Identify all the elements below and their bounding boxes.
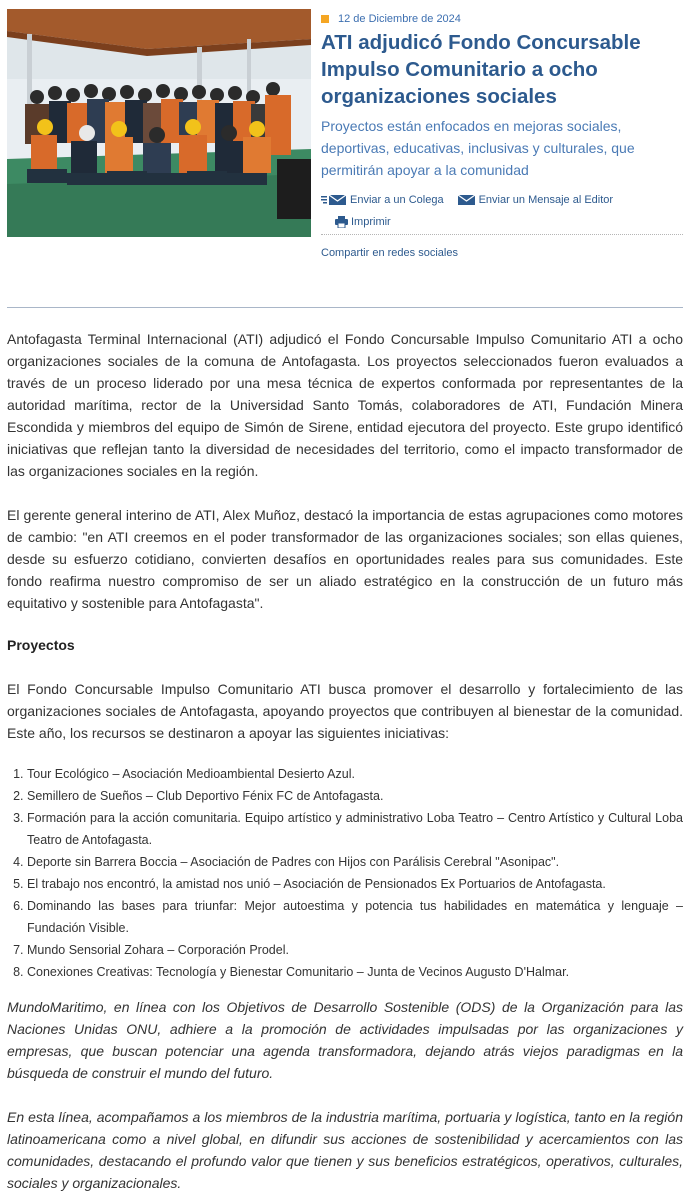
send-colleague-label: Enviar a un Colega (350, 194, 444, 206)
body-paragraph-4: MundoMaritimo, en línea con los Objetivos de Desarrollo Sostenible (ODS) de la Organización para las Naciones Unidas ONU, adhiere a la promoción de actividades impulsadas por las organizaciones y empresas, que buscan potenciar una agenda transformadora, dejando atrás viejos paradigmas en la búsqueda de construir el mundo del futuro. (7, 999, 683, 1081)
article-subtitle: Proyectos están enfocados en mejoras sociales, deportivas, educativas, inclusivas y culturales, que permitirán apoyar a la comunidad (321, 118, 635, 178)
list-item: 7. Mundo Sensorial Zohara – Corporación Prodel. (27, 939, 683, 961)
article-photo (7, 9, 311, 237)
article-header (0, 0, 693, 290)
body-paragraph-1: Antofagasta Terminal Internacional (ATI) adjudicó el Fondo Concursable Impulso Comunitario ATI a ocho organizaciones sociales de la comuna de Antofagasta. Los proyectos seleccionados fueron evaluados a través de un proceso liderado por una mesa técnica de expertos conformada por representantes de la autoridad marítima, rector de la Universidad Santo Tomás, colaboradores de ATI, Fundación Minera Escondida y miembros del equipo de Simón de Sirene, entidad ejecutora del proyecto. Este grupo identificó iniciativas que reflejan tanto la diversidad de necesidades del territorio, como el impacto transformador de las organizaciones sociales en la región. (7, 331, 683, 479)
printer-icon (335, 216, 348, 228)
action-row (321, 191, 683, 209)
send-editor-link[interactable] (457, 194, 614, 206)
send-editor-label: Enviar un Mensaje al Editor (478, 194, 614, 206)
list-item: 1. Tour Ecológico – Asociación Medioambiental Desierto Azul. (27, 763, 683, 785)
envelope-icon (457, 194, 476, 206)
send-colleague-link[interactable] (321, 194, 444, 206)
print-link[interactable] (335, 216, 391, 228)
envelope-list-icon (321, 194, 347, 206)
body-paragraph-3: El Fondo Concursable Impulso Comunitario ATI busca promover el desarrollo y fortalecimiento de las organizaciones sociales de Antofagasta, apoyando proyectos que contribuyen al bienestar de la comunidad. Este año, los recursos se destinaron a apoyar las siguientes iniciativas: (7, 681, 683, 741)
article-date: 12 de Diciembre de 2024 (338, 13, 461, 25)
list-item: 8. Conexiones Creativas: Tecnología y Bienestar Comunitario – Junta de Vecinos Augusto D'Halmar. (27, 961, 683, 983)
group-photo-illustration (7, 9, 311, 237)
print-row (321, 213, 683, 231)
share-social-link[interactable]: Compartir en redes sociales (321, 247, 458, 259)
article-actions (321, 191, 683, 259)
actions-divider (321, 234, 683, 235)
list-item: 5. El trabajo nos encontró, la amistad nos unió – Asociación de Pensionados Ex Portuarios de Antofagasta. (27, 873, 683, 895)
list-item: 4. Deporte sin Barrera Boccia – Asociación de Padres con Hijos con Parálisis Cerebral "Asonipac". (27, 851, 683, 873)
date-row (321, 11, 683, 27)
article-body (7, 328, 683, 1194)
body-paragraph-5: En esta línea, acompañamos a los miembros de la industria marítima, portuaria y logística, tanto en la región latinoamericana como a nivel global, en difundir sus acciones de sostenibilidad y acercamientos con las comunidades, destacando el profundo valor que tienen y sus beneficios estratégicos, operativos, culturales, sociales y organizacionales. (7, 1109, 683, 1191)
print-label: Imprimir (351, 216, 391, 228)
list-item: 6. Dominando las bases para triunfar: Mejor autoestima y potencia tus habilidades en matemática y lenguaje – Fundación Visible. (27, 895, 683, 939)
section-heading-proyectos: Proyectos (7, 637, 75, 653)
article-meta (321, 11, 683, 259)
date-marker (321, 15, 329, 23)
list-item: 2. Semillero de Sueños – Club Deportivo Fénix FC de Antofagasta. (27, 785, 683, 807)
header-divider (7, 307, 683, 308)
list-item: 3. Formación para la acción comunitaria. Equipo artístico y administrativo Loba Teatro – Centro Artístico y Cultural Loba Teatro de Antofagasta. (27, 807, 683, 851)
projects-list (7, 763, 683, 983)
body-paragraph-2: El gerente general interino de ATI, Alex Muñoz, destacó la importancia de estas agrupaciones como motores de cambio: "en ATI creemos en el poder transformador de las organizaciones sociales; son ellas quienes, desde su esfuerzo cotidiano, convierten desafíos en oportunidades reales para sus comunidades. Este fondo reafirma nuestro compromiso de ser un aliado estratégico en la construcción de un futuro más equitativo y sostenible para Antofagasta". (7, 507, 683, 611)
article-title: ATI adjudicó Fondo Concursable Impulso Comunitario a ocho organizaciones sociales (321, 31, 641, 108)
